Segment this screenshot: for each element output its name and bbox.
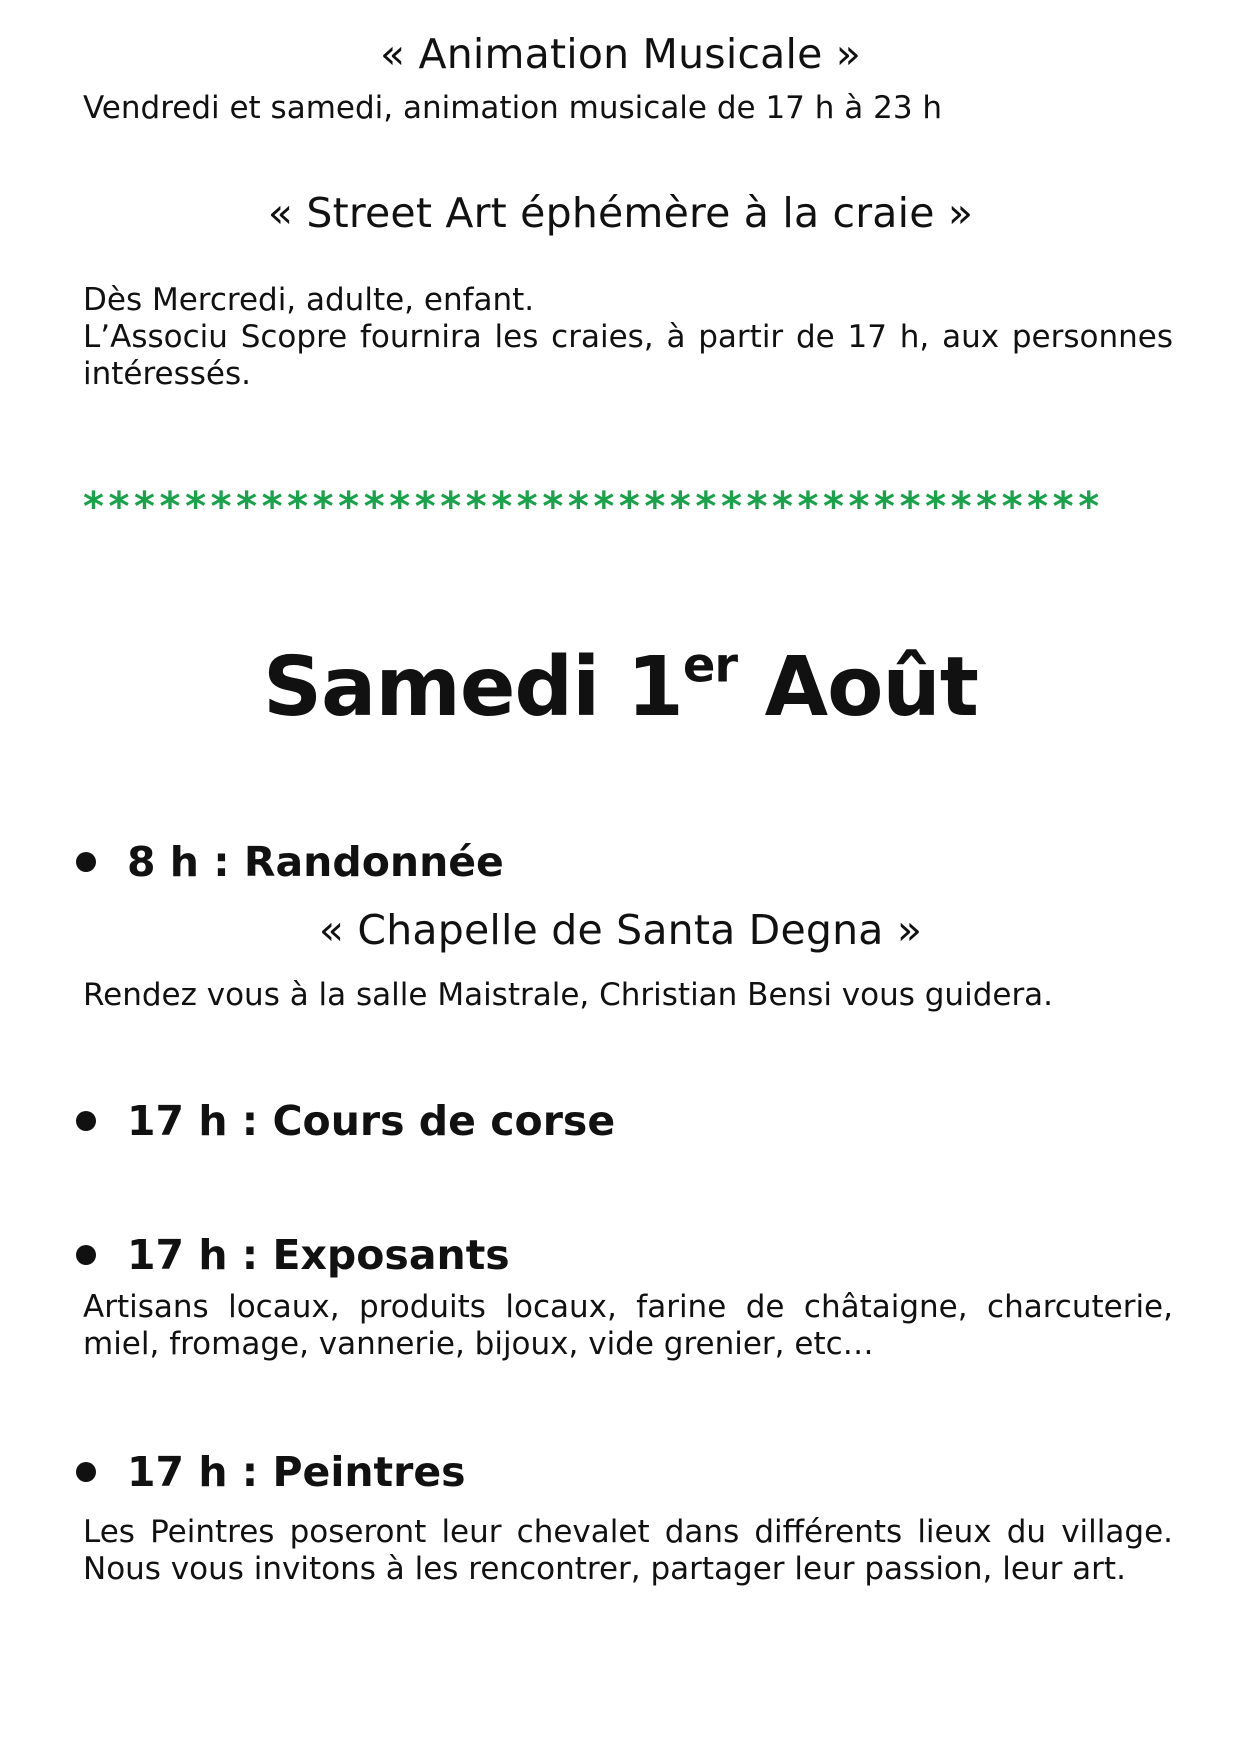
event-peintres [76,1448,1176,1496]
event-randonnee-subtitle: « Chapelle de Santa Degna » [318,906,923,954]
separator-stars: **************************************** [83,484,1104,530]
event-randonnee [76,838,1176,886]
day-title-superscript: er [682,637,738,694]
bullet-icon [76,852,96,872]
event-exposants-text: Artisans locaux, produits locaux, farine de châtaigne, charcuterie, miel, fromage, vannerie, bijoux, vide grenier, etc… [83,1289,1173,1362]
day-title-rest: Août [737,640,978,735]
street-art-line2: L’Associu Scopre fournira les craies, à partir de 17 h, aux personnes intéressés. [83,319,1173,392]
event-peintres-text: Les Peintres poseront leur chevalet dans différents lieux du village. Nous vous invitons à les rencontrer, partager leur passion, leur art. [83,1514,1173,1587]
event-randonnee-text: Rendez vous à la salle Maistrale, Christian Bensi vous guidera. [83,977,1054,1013]
event-label: 17 h : Peintres [127,1448,466,1496]
day-title-main: Samedi 1 [262,640,683,735]
street-art-title: « Street Art éphémère à la craie » [267,189,974,237]
event-exposants [76,1231,1176,1279]
bullet-icon [76,1245,96,1265]
bullet-icon [76,1462,96,1482]
event-label: 17 h : Cours de corse [127,1097,616,1145]
animation-musicale-title: « Animation Musicale » [379,30,862,78]
event-label: 17 h : Exposants [127,1231,510,1279]
event-label: 8 h : Randonnée [127,838,504,886]
event-cours-de-corse [76,1097,1176,1145]
street-art-line1: Dès Mercredi, adulte, enfant. [83,282,535,318]
bullet-icon [76,1111,96,1131]
animation-musicale-text: Vendredi et samedi, animation musicale de 17 h à 23 h [83,90,943,126]
day-title [0,637,1241,735]
